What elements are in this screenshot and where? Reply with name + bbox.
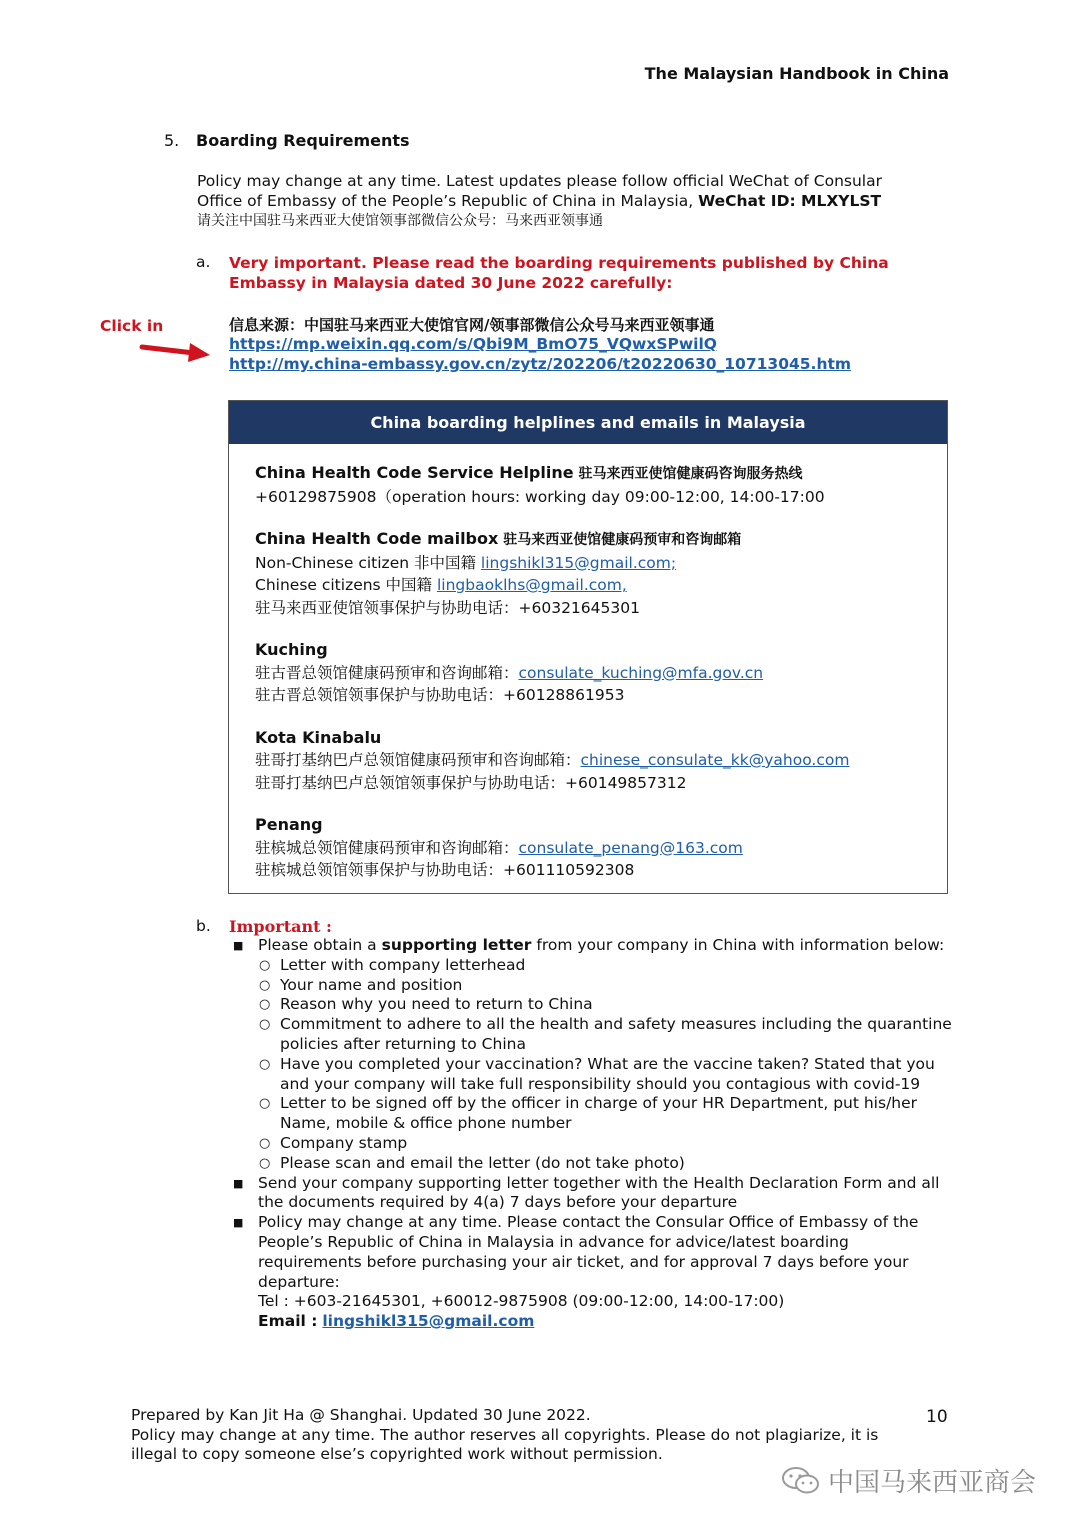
helplines-box: [228, 400, 948, 894]
helplines-heading: China boarding helplines and emails in Malaysia: [229, 401, 947, 444]
intro-line-1: Policy may change at any time. Latest updates please follow official WeChat of Consular: [197, 172, 882, 190]
embassy-notice-link[interactable]: http://my.china-embassy.gov.cn/zytz/202206/t20220630_10713045.htm: [229, 355, 852, 373]
circle-bullet-icon: ○: [259, 1135, 271, 1151]
section-title-text: Boarding Requirements: [196, 131, 410, 150]
square-bullet-icon: ■: [233, 1176, 244, 1190]
section-title: [164, 131, 410, 150]
requirements-list: [233, 936, 953, 1332]
list-item: ■ Please obtain a supporting letter from your company in China with information below:: [233, 936, 945, 954]
service-helpline-phone: +60129875908（operation hours: working day 09:00-12:00, 14:00-17:00: [255, 487, 825, 506]
intro-line-2: Office of Embassy of the People’s Republic of China in Malaysia, WeChat ID: MLXYLST: [197, 192, 882, 210]
item-b-label: b.: [196, 917, 211, 935]
footer-text: Prepared by Kan Jit Ha @ Shanghai. Updated 30 June 2022. Policy may change at any time. The author reserves all copyrights. Please do not plagiarize, it is illegal to copy someone else’s copyrighted work without permission.: [131, 1406, 879, 1463]
wechat-icon: [781, 1466, 821, 1496]
wechat-article-link[interactable]: https://mp.weixin.qq.com/s/Qbi9M_BmO75_VQwxSPwilQ: [229, 335, 717, 353]
sub-list-item: ○ Letter to be signed off by the officer in charge of your HR Department, put his/her Name, mobile & office phone number: [259, 1094, 918, 1133]
non-chinese-email-link[interactable]: lingshikl315@gmail.com;: [480, 553, 677, 572]
kuching-entry: Kuching 驻古晋总领馆健康码预审和咨询邮箱：consulate_kuching@mfa.gov.cn 驻古晋总领馆领事保护与协助电话：+60128861953: [255, 640, 764, 704]
circle-bullet-icon: ○: [259, 977, 271, 993]
circle-bullet-icon: ○: [259, 1056, 271, 1072]
penang-email-link[interactable]: consulate_penang@163.com: [518, 838, 743, 857]
item-b-title: Important :: [229, 917, 332, 936]
section-number: 5.: [164, 131, 180, 150]
document-header-title: The Malaysian Handbook in China: [644, 64, 949, 83]
item-a-label: a.: [196, 253, 211, 271]
wechat-id: WeChat ID: MLXYLST: [698, 192, 882, 210]
kuching-email-link[interactable]: consulate_kuching@mfa.gov.cn: [518, 663, 764, 682]
chinese-email-link[interactable]: lingbaoklhs@gmail.com,: [437, 576, 627, 594]
service-helpline-entry: China Health Code Service Helpline 驻马来西亚使馆健康码咨询服务热线 +60129875908（operation hours: working day 09:00-12:00, 14:00-17:00: [255, 462, 947, 508]
sub-list-item: ○ Please scan and email the letter (do not take photo): [259, 1153, 685, 1172]
contact-email-link[interactable]: lingshikl315@gmail.com: [322, 1312, 535, 1331]
page-number: 10: [926, 1407, 948, 1427]
sub-list-item: ○ Have you completed your vaccination? What are the vaccine taken? Stated that you and your company will take full responsibility should you contagious with covid-19: [259, 1054, 935, 1093]
service-helpline-title: China Health Code Service Helpline: [255, 463, 574, 482]
intro-cn: 请关注中国驻马来西亚大使馆领事部微信公众号：马来西亚领事通: [197, 213, 603, 229]
circle-bullet-icon: ○: [259, 1096, 271, 1112]
list-item: ■ Send your company supporting letter together with the Health Declaration Form and all the documents required by 4(a) 7 days before your departure: [233, 1173, 940, 1212]
circle-bullet-icon: ○: [259, 1017, 271, 1033]
red-arrow-icon: [138, 338, 214, 364]
circle-bullet-icon: ○: [259, 1155, 271, 1171]
sub-list-item: ○ Your name and position: [259, 975, 463, 994]
watermark-text: 中国马来西亚商会: [828, 1468, 1037, 1498]
contact-email-line: Email : lingshikl315@gmail.com: [258, 1312, 535, 1331]
kota-kinabalu-entry: Kota Kinabalu 驻哥打基纳巴卢总领馆健康码预审和咨询邮箱：chinese_consulate_kk@yahoo.com 驻哥打基纳巴卢总领馆领事保护与协助电话：+60149857312: [255, 727, 850, 792]
section-intro: [197, 171, 937, 231]
click-in-note: Click in: [100, 317, 164, 335]
source-cn: 信息来源：中国驻马来西亚大使馆官网/领事部微信公众号马来西亚领事通: [229, 316, 715, 334]
square-bullet-icon: ■: [233, 939, 244, 952]
mailbox-title: China Health Code mailbox: [255, 529, 499, 548]
sub-list-item: ○ Company stamp: [259, 1133, 408, 1152]
sub-list-item: ○ Letter with company letterhead: [259, 955, 526, 974]
list-item: ■ Policy may change at any time. Please contact the Consular Office of Embassy of the People’s Republic of China in Malaysia in advance for advice/latest boarding requirements before purchasing your air ticket, and for approval 7 days before your departure: Tel : +603-21645301, +60012-9875908 (09:00-12:00, 14:00-17:00) Email : lingshikl315@gmail.com: [233, 1213, 953, 1332]
sub-list-item: ○ Reason why you need to return to China: [259, 995, 593, 1014]
kota-kinabalu-email-link[interactable]: chinese_consulate_kk@yahoo.com: [580, 751, 850, 769]
contact-tel: Tel : +603-21645301, +60012-9875908 (09:00-12:00, 14:00-17:00): [258, 1292, 785, 1311]
mailbox-entry: China Health Code mailbox 驻马来西亚使馆健康码预审和咨询邮箱 Non-Chinese citizen 非中国籍 lingshikl315@gmail.com; Chinese citizens 中国籍 lingbaoklhs@gmail.com, 驻马来西亚使馆领事保护与协助电话：+60321645301: [255, 528, 947, 619]
circle-bullet-icon: ○: [259, 997, 271, 1013]
sub-list-item: ○ Commitment to adhere to all the health and safety measures including the quarantine policies after returning to China: [259, 1015, 952, 1053]
item-a-warning: Very important. Please read the boarding requirements published by China Embassy in Malaysia dated 30 June 2022 carefully:: [229, 254, 889, 292]
square-bullet-icon: ■: [233, 1216, 244, 1230]
circle-bullet-icon: ○: [259, 957, 271, 973]
penang-entry: Penang 驻槟城总领馆健康码预审和咨询邮箱：consulate_penang@163.com 驻槟城总领馆领事保护与协助电话：+601110592308: [255, 815, 743, 879]
mailbox-protect-phone: 驻马来西亚使馆领事保护与协助电话：+60321645301: [255, 598, 640, 617]
